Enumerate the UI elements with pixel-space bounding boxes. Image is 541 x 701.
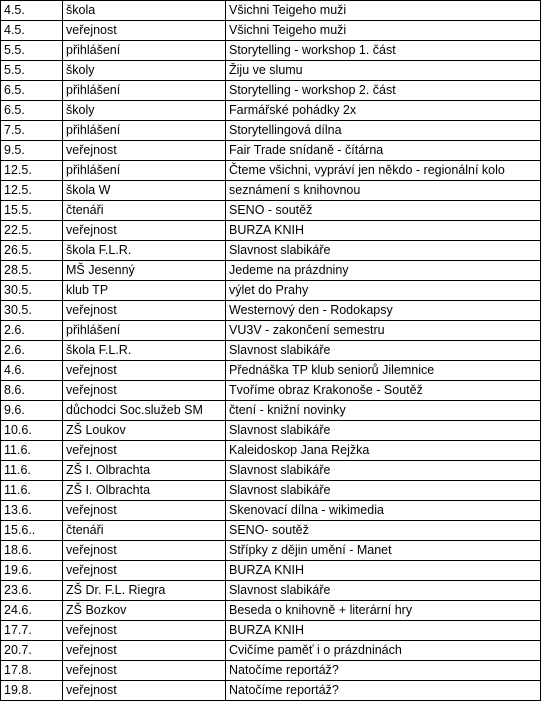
date-cell[interactable]: 22.5.	[1, 221, 63, 241]
audience-cell[interactable]: ZŠ Dr. F.L. Riegra	[63, 581, 226, 601]
date-cell[interactable]: 26.5.	[1, 241, 63, 261]
activity-cell[interactable]: výlet do Prahy	[226, 281, 541, 301]
audience-cell[interactable]: čtenáři	[63, 521, 226, 541]
audience-cell[interactable]: veřejnost	[63, 141, 226, 161]
date-cell[interactable]: 4.5.	[1, 21, 63, 41]
activity-cell[interactable]: BURZA KNIH	[226, 561, 541, 581]
audience-cell[interactable]: ZŠ Bozkov	[63, 601, 226, 621]
activity-cell[interactable]: Jedeme na prázdniny	[226, 261, 541, 281]
date-cell[interactable]: 24.6.	[1, 601, 63, 621]
table-row	[1, 481, 541, 501]
activity-cell[interactable]: Slavnost slabikáře	[226, 481, 541, 501]
activity-cell[interactable]: Tvoříme obraz Krakonoše - Soutěž	[226, 381, 541, 401]
audience-cell[interactable]: škola W	[63, 181, 226, 201]
table-row	[1, 461, 541, 481]
activity-cell[interactable]: Slavnost slabikáře	[226, 581, 541, 601]
table-row	[1, 201, 541, 221]
table-row	[1, 641, 541, 661]
audience-cell[interactable]: veřejnost	[63, 21, 226, 41]
table-row	[1, 601, 541, 621]
audience-cell[interactable]: přihlášení	[63, 161, 226, 181]
audience-cell[interactable]: veřejnost	[63, 501, 226, 521]
table-row	[1, 161, 541, 181]
table-row	[1, 1, 541, 21]
activity-cell[interactable]: Fair Trade snídaně - čítárna	[226, 141, 541, 161]
audience-cell[interactable]: klub TP	[63, 281, 226, 301]
date-cell[interactable]: 19.6.	[1, 561, 63, 581]
table-row	[1, 261, 541, 281]
activity-cell[interactable]: Slavnost slabikáře	[226, 461, 541, 481]
table-row	[1, 141, 541, 161]
table-row	[1, 61, 541, 81]
audience-cell[interactable]: veřejnost	[63, 441, 226, 461]
table-row	[1, 321, 541, 341]
activity-cell[interactable]: BURZA KNIH	[226, 221, 541, 241]
date-cell[interactable]: 30.5.	[1, 281, 63, 301]
date-cell[interactable]: 2.6.	[1, 341, 63, 361]
activity-cell[interactable]: Kaleidoskop Jana Rejžka	[226, 441, 541, 461]
activity-cell[interactable]: Storytellingová dílna	[226, 121, 541, 141]
activity-cell[interactable]: Natočíme reportáž?	[226, 661, 541, 681]
activity-cell[interactable]: Beseda o knihovně + literární hry	[226, 601, 541, 621]
table-row	[1, 621, 541, 641]
date-cell[interactable]: 11.6.	[1, 461, 63, 481]
date-cell[interactable]: 2.6.	[1, 321, 63, 341]
date-cell[interactable]: 5.5.	[1, 61, 63, 81]
table-row	[1, 241, 541, 261]
audience-cell[interactable]: přihlášení	[63, 321, 226, 341]
activity-cell[interactable]: SENO- soutěž	[226, 521, 541, 541]
date-cell[interactable]: 11.6.	[1, 441, 63, 461]
audience-cell[interactable]: ZŠ I. Olbrachta	[63, 461, 226, 481]
audience-cell[interactable]: školy	[63, 101, 226, 121]
date-cell[interactable]: 15.5.	[1, 201, 63, 221]
table-row	[1, 81, 541, 101]
audience-cell[interactable]: přihlášení	[63, 81, 226, 101]
activity-cell[interactable]: seznámení s knihovnou	[226, 181, 541, 201]
audience-cell[interactable]: veřejnost	[63, 681, 226, 701]
table-row	[1, 541, 541, 561]
date-cell[interactable]: 17.7.	[1, 621, 63, 641]
activity-cell[interactable]: čtení - knižní novinky	[226, 401, 541, 421]
audience-cell[interactable]: veřejnost	[63, 361, 226, 381]
table-row	[1, 501, 541, 521]
date-cell[interactable]: 28.5.	[1, 261, 63, 281]
activity-cell[interactable]: Farmářské pohádky 2x	[226, 101, 541, 121]
date-cell[interactable]: 12.5.	[1, 161, 63, 181]
table-row	[1, 221, 541, 241]
table-row	[1, 361, 541, 381]
date-cell[interactable]: 8.6.	[1, 381, 63, 401]
audience-cell[interactable]: MŠ Jesenný	[63, 261, 226, 281]
audience-cell[interactable]: veřejnost	[63, 301, 226, 321]
date-cell[interactable]: 20.7.	[1, 641, 63, 661]
date-cell[interactable]: 10.6.	[1, 421, 63, 441]
events-table-body	[1, 1, 541, 701]
activity-cell[interactable]: Čteme všichni, vypráví jen někdo - regionální kolo	[226, 161, 541, 181]
table-row	[1, 421, 541, 441]
activity-cell[interactable]: BURZA KNIH	[226, 621, 541, 641]
table-row	[1, 561, 541, 581]
activity-cell[interactable]: Natočíme reportáž?	[226, 681, 541, 701]
audience-cell[interactable]: veřejnost	[63, 541, 226, 561]
date-cell[interactable]: 6.5.	[1, 81, 63, 101]
activity-cell[interactable]: Všichni Teigeho muži	[226, 1, 541, 21]
table-row	[1, 341, 541, 361]
date-cell[interactable]: 9.6.	[1, 401, 63, 421]
activity-cell[interactable]: VU3V - zakončení semestru	[226, 321, 541, 341]
activity-cell[interactable]: Storytelling - workshop 2. část	[226, 81, 541, 101]
activity-cell[interactable]: Slavnost slabikáře	[226, 421, 541, 441]
audience-cell[interactable]: veřejnost	[63, 641, 226, 661]
activity-cell[interactable]: Skenovací dílna - wikimedia	[226, 501, 541, 521]
date-cell[interactable]: 13.6.	[1, 501, 63, 521]
table-row	[1, 381, 541, 401]
table-row	[1, 281, 541, 301]
date-cell[interactable]: 7.5.	[1, 121, 63, 141]
activity-cell[interactable]: Slavnost slabikáře	[226, 341, 541, 361]
table-row	[1, 121, 541, 141]
audience-cell[interactable]: veřejnost	[63, 561, 226, 581]
audience-cell[interactable]: škola	[63, 1, 226, 21]
audience-cell[interactable]: škola F.L.R.	[63, 341, 226, 361]
audience-cell[interactable]: veřejnost	[63, 661, 226, 681]
audience-cell[interactable]: ZŠ I. Olbrachta	[63, 481, 226, 501]
audience-cell[interactable]: škola F.L.R.	[63, 241, 226, 261]
audience-cell[interactable]: veřejnost	[63, 381, 226, 401]
audience-cell[interactable]: veřejnost	[63, 221, 226, 241]
audience-cell[interactable]: školy	[63, 61, 226, 81]
activity-cell[interactable]: Přednáška TP klub seniorů Jilemnice	[226, 361, 541, 381]
audience-cell[interactable]: čtenáři	[63, 201, 226, 221]
activity-cell[interactable]: Všichni Teigeho muži	[226, 21, 541, 41]
activity-cell[interactable]: Storytelling - workshop 1. část	[226, 41, 541, 61]
date-cell[interactable]: 4.5.	[1, 1, 63, 21]
date-cell[interactable]: 23.6.	[1, 581, 63, 601]
table-row	[1, 401, 541, 421]
table-row	[1, 41, 541, 61]
activity-cell[interactable]: Westernový den - Rodokapsy	[226, 301, 541, 321]
audience-cell[interactable]: veřejnost	[63, 621, 226, 641]
date-cell[interactable]: 15.6..	[1, 521, 63, 541]
date-cell[interactable]: 17.8.	[1, 661, 63, 681]
table-row	[1, 661, 541, 681]
activity-cell[interactable]: Cvičíme paměť i o prázdninách	[226, 641, 541, 661]
date-cell[interactable]: 19.8.	[1, 681, 63, 701]
table-row	[1, 181, 541, 201]
audience-cell[interactable]: důchodci Soc.služeb SM	[63, 401, 226, 421]
table-row	[1, 21, 541, 41]
table-row	[1, 681, 541, 701]
audience-cell[interactable]: přihlášení	[63, 121, 226, 141]
date-cell[interactable]: 12.5.	[1, 181, 63, 201]
date-cell[interactable]: 4.6.	[1, 361, 63, 381]
table-row	[1, 441, 541, 461]
table-row	[1, 581, 541, 601]
activity-cell[interactable]: Žiju ve slumu	[226, 61, 541, 81]
audience-cell[interactable]: přihlášení	[63, 41, 226, 61]
activity-cell[interactable]: SENO - soutěž	[226, 201, 541, 221]
activity-cell[interactable]: Slavnost slabikáře	[226, 241, 541, 261]
date-cell[interactable]: 5.5.	[1, 41, 63, 61]
table-row	[1, 521, 541, 541]
date-cell[interactable]: 11.6.	[1, 481, 63, 501]
activity-cell[interactable]: Střípky z dějin umění - Manet	[226, 541, 541, 561]
audience-cell[interactable]: ZŠ Loukov	[63, 421, 226, 441]
table-row	[1, 101, 541, 121]
date-cell[interactable]: 18.6.	[1, 541, 63, 561]
table-row	[1, 301, 541, 321]
date-cell[interactable]: 30.5.	[1, 301, 63, 321]
date-cell[interactable]: 6.5.	[1, 101, 63, 121]
date-cell[interactable]: 9.5.	[1, 141, 63, 161]
